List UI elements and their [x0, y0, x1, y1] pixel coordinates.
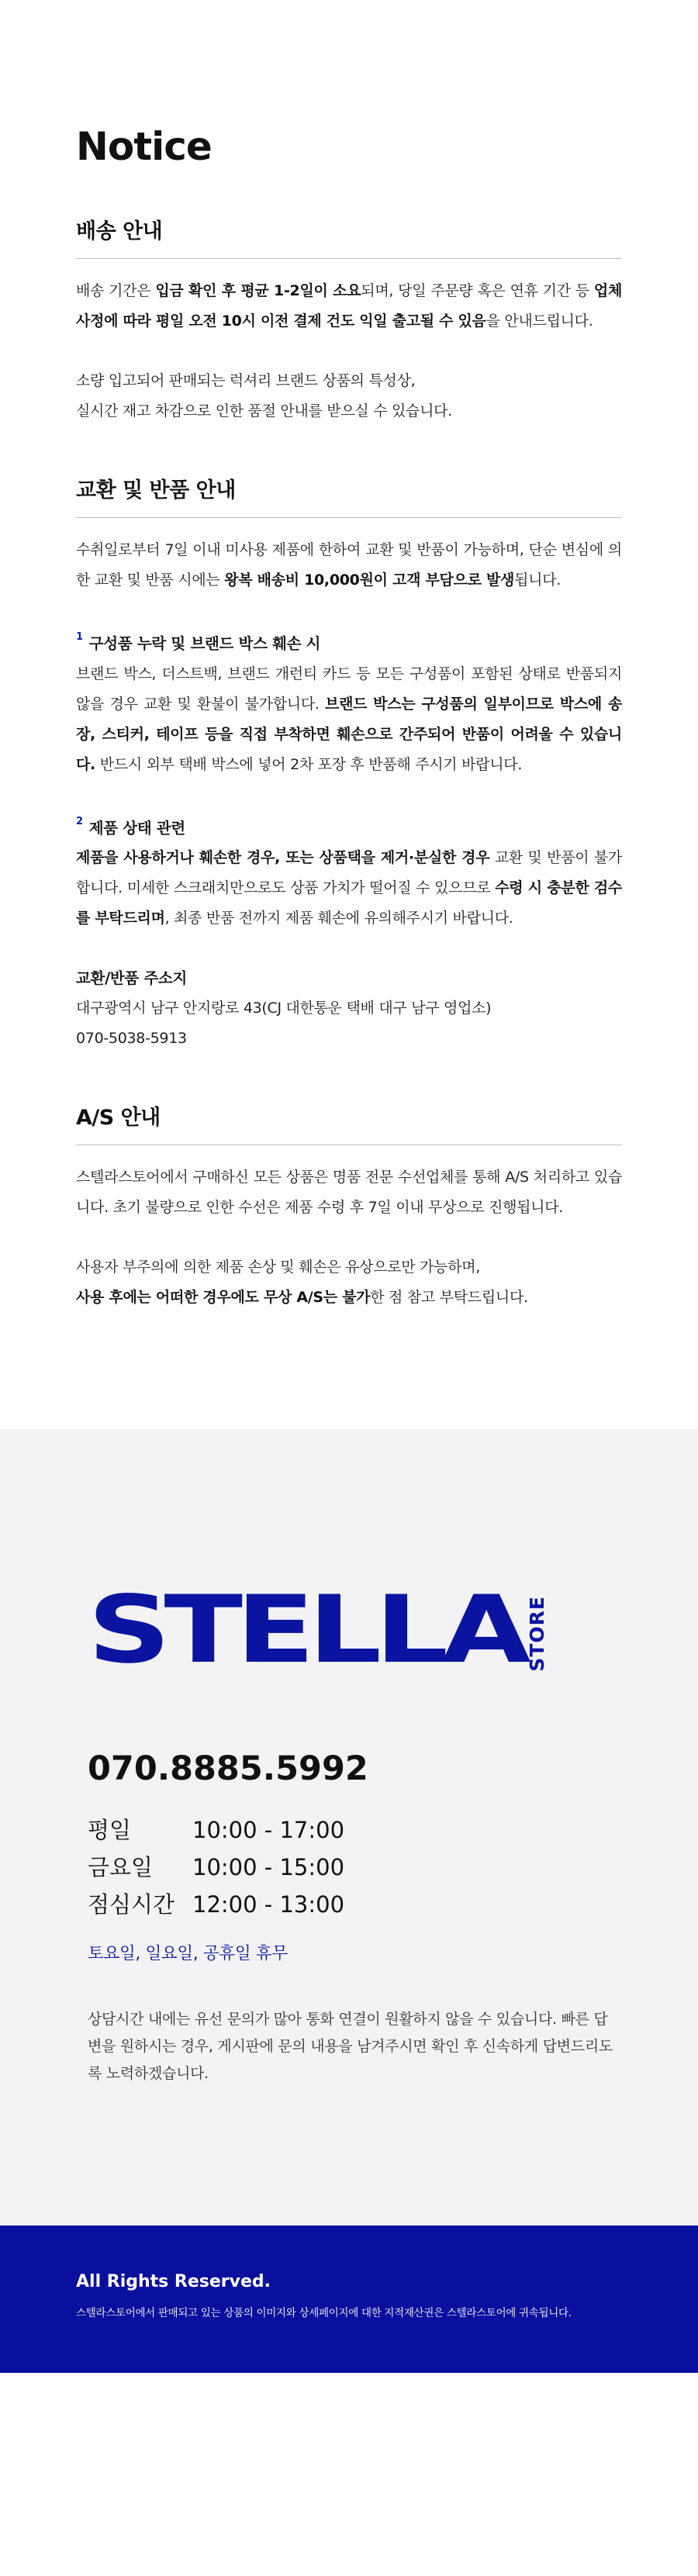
- hours-row: [88, 1886, 613, 1923]
- exchange-item-2-title: [76, 810, 622, 844]
- shipping-stock-line2: 실시간 재고 차감으로 인한 품절 안내를 받으실 수 있습니다.: [76, 402, 452, 420]
- hours-row: [88, 1849, 613, 1886]
- text-run: 교환 및 반품이 불가합니다. 미세한 스크래치만으로도 상품 가치가 떨어질 수 있으므로: [76, 849, 622, 896]
- shipping-stock-line1: 소량 입고되어 판매되는 럭셔리 브랜드 상품의 특성상,: [76, 372, 416, 389]
- as-paragraph: 스텔라스토어에서 구매하신 모든 상품은 명품 전문 수선업체를 통해 A/S 처리하고 있습니다. 초기 불량으로 인한 수선은 제품 수령 후 7일 이내 무상으로 진행됩니다.: [76, 1169, 622, 1216]
- return-address-line: 대구광역시 남구 안지랑로 43(CJ 대한통운 택배 대구 남구 영업소): [76, 1000, 492, 1017]
- shipping-paragraph: [76, 276, 622, 337]
- text-run: 을 안내드립니다.: [485, 313, 593, 330]
- contact-phone: 070.8885.5992: [88, 1749, 368, 1788]
- as-paid-line1: 사용자 부주의에 의한 제품 손상 및 훼손은 유상으로만 가능하며,: [76, 1259, 481, 1276]
- exchange-item-1-title: [76, 625, 622, 659]
- copyright-text: 스텔라스토어에서 판매되고 있는 상품의 이미지와 상세페이지에 대한 지적재산권은 스텔라스토어에 귀속됩니다.: [76, 2307, 572, 2319]
- logo-store-text: STORE: [526, 1596, 549, 1672]
- copyright-footer: [0, 2226, 698, 2373]
- hours-day: 금요일: [88, 1854, 154, 1880]
- logo-wordmark: STELLA: [88, 1576, 525, 1684]
- emphasized-text: 업체 사정에 따라 평일 오전 10시 이전 결제 건도 익일 출고될 수 있음: [76, 282, 622, 330]
- notice-title: Notice: [76, 124, 212, 169]
- text-run: 브랜드 박스, 더스트백, 브랜드 개런티 카드 등 모든 구성품이 포함된 상태로 반품되지 않을 경우 교환 및 환불이 불가합니다.: [76, 665, 622, 713]
- return-address-title: 교환/반품 주소지: [76, 969, 188, 987]
- text-run: , 최종 반품 전까지 제품 훼손에 유의해주시기 바랍니다.: [164, 910, 513, 927]
- shipping-section: [76, 214, 622, 426]
- consult-notice: 상담시간 내에는 유선 문의가 많아 통화 연결이 원활하지 않을 수 있습니다. 빠른 답변을 원하시는 경우, 게시판에 문의 내용을 남겨주시면 확인 후 신속하게 답변드리도록 노력하겠습니다.: [88, 2011, 613, 2082]
- exchange-item-2: [76, 810, 622, 934]
- emphasized-text: 브랜드 박스는 구성품의 일부이므로 박스에 송장, 스티커, 테이프 등을 직접 부착하면 훼손으로 간주되어 반품이 어려울 수 있습니다.: [76, 695, 622, 773]
- rights-reserved: All Rights Reserved.: [76, 2272, 271, 2291]
- hours-row: [88, 1811, 613, 1849]
- return-phone: 070-5038-5913: [76, 1030, 187, 1047]
- as-section: [76, 1100, 622, 1313]
- text-run: 배송 기간은: [76, 282, 156, 299]
- hours-time: 10:00 - 15:00: [192, 1854, 345, 1880]
- shipping-heading: 배송 안내: [76, 214, 622, 259]
- text-run: 한 점 참고 부탁드립니다.: [370, 1289, 528, 1306]
- emphasized-text: 사용 후에는 어떠한 경우에도 무상 A/S는 불가: [76, 1289, 371, 1306]
- return-address-block: [76, 963, 622, 1054]
- exchange-item-1: [76, 625, 622, 780]
- exchange-section: [76, 473, 622, 1054]
- text-run: 반드시 외부 택배 박스에 넣어 2차 포장 후 반품해 주시기 바랍니다.: [95, 755, 523, 773]
- exchange-item-2-body: [76, 843, 622, 934]
- emphasized-text: 왕복 배송비 10,000원이 고객 부담으로 발생: [224, 571, 515, 589]
- return-address-text: [76, 993, 622, 1054]
- shipping-stock-paragraph: [76, 366, 622, 426]
- exchange-paragraph: [76, 535, 622, 596]
- stella-store-logo: [88, 1576, 613, 1684]
- hours-time: 12:00 - 13:00: [192, 1891, 345, 1918]
- text-run: 됩니다.: [514, 571, 561, 589]
- exchange-item-1-body: [76, 659, 622, 780]
- as-heading: A/S 안내: [76, 1100, 622, 1145]
- footnote-number-1: 1: [76, 631, 83, 643]
- hours-day: 점심시간: [88, 1891, 175, 1918]
- as-paid-line2: [76, 1289, 528, 1306]
- footnote-number-2: 2: [76, 815, 83, 827]
- hours-day: 평일: [88, 1817, 132, 1843]
- as-paid-paragraph: [76, 1252, 622, 1313]
- contact-section: [0, 1429, 698, 2226]
- emphasized-text: 입금 확인 후 평균 1-2일이 소요: [155, 282, 361, 299]
- holiday-notice: 토요일, 일요일, 공휴일 휴무: [88, 1944, 288, 1963]
- text-run: 되며, 당일 주문량 혹은 연휴 기간 등: [361, 282, 594, 299]
- exchange-heading: 교환 및 반품 안내: [76, 473, 622, 518]
- text-run: 수취일로부터 7일 이내 미사용 제품에 한하여 교환 및 반품이 가능하며, 단순 변심에 의한 교환 및 반품 시에는: [76, 541, 622, 589]
- hours-time: 10:00 - 17:00: [192, 1817, 345, 1843]
- business-hours: [88, 1811, 613, 1923]
- emphasized-text: 수령 시 충분한 검수를 부탁드리며: [76, 879, 622, 927]
- exchange-item-2-heading: 제품 상태 관련: [88, 819, 185, 837]
- exchange-item-1-heading: 구성품 누락 및 브랜드 박스 훼손 시: [88, 634, 321, 653]
- emphasized-text: 제품을 사용하거나 훼손한 경우, 또는 상품택을 제거·분실한 경우: [76, 849, 490, 866]
